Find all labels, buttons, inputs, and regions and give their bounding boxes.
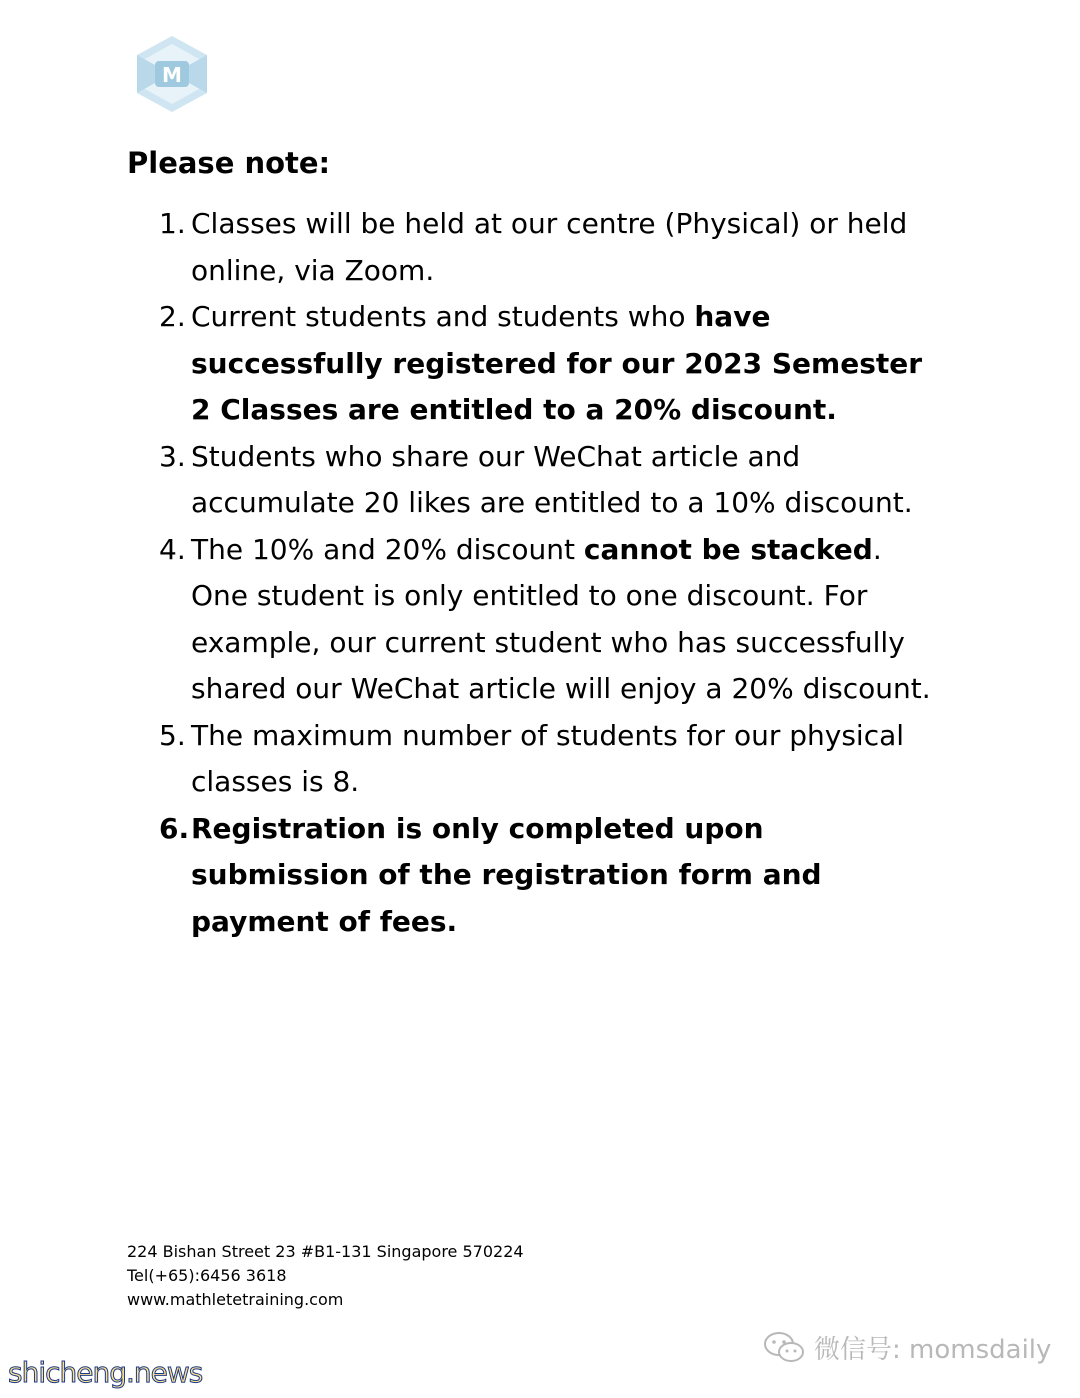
note-number: 5. xyxy=(159,718,186,752)
note-number: 6. xyxy=(159,811,190,845)
note-item xyxy=(127,806,947,946)
footer-website[interactable]: www.mathletetraining.com xyxy=(127,1290,344,1309)
note-text: Current students and students who have successfully registered for our 2023 Semester 2 Classes are entitled to a 20% discount. xyxy=(191,300,923,426)
logo xyxy=(133,34,211,114)
note-text: Classes will be held at our centre (Physical) or held online, via Zoom. xyxy=(191,207,908,287)
wechat-watermark xyxy=(762,1327,1051,1367)
page-heading: Please note: xyxy=(127,146,331,180)
note-item xyxy=(127,527,947,713)
note-number: 4. xyxy=(159,532,186,566)
note-text: The 10% and 20% discount cannot be stacked. One student is only entitled to one discount. For example, our current student who has successfully shared our WeChat article will enjoy a 20% discount. xyxy=(191,532,931,705)
note-item xyxy=(127,713,947,806)
note-text: Students who share our WeChat article and accumulate 20 likes are entitled to a 10% discount. xyxy=(191,439,913,519)
note-text: Registration is only completed upon submission of the registration form and payment of fees. xyxy=(191,811,822,938)
notes-list xyxy=(127,201,947,945)
source-watermark: shicheng.news xyxy=(8,1356,203,1389)
logo-letter: M xyxy=(162,63,182,87)
note-item xyxy=(127,201,947,294)
note-number: 2. xyxy=(159,300,186,333)
note-item xyxy=(127,434,947,527)
wechat-icon xyxy=(762,1330,806,1364)
footer-tel: Tel(+65):6456 3618 xyxy=(127,1266,287,1285)
note-number: 1. xyxy=(159,207,186,240)
note-number: 3. xyxy=(159,439,186,473)
note-text: The maximum number of students for our physical classes is 8. xyxy=(191,718,905,798)
note-item xyxy=(127,294,947,434)
wechat-id: 微信号: momsdaily xyxy=(814,1334,1052,1365)
footer-contact xyxy=(127,1240,524,1312)
footer-address: 224 Bishan Street 23 #B1-131 Singapore 570224 xyxy=(127,1242,524,1261)
